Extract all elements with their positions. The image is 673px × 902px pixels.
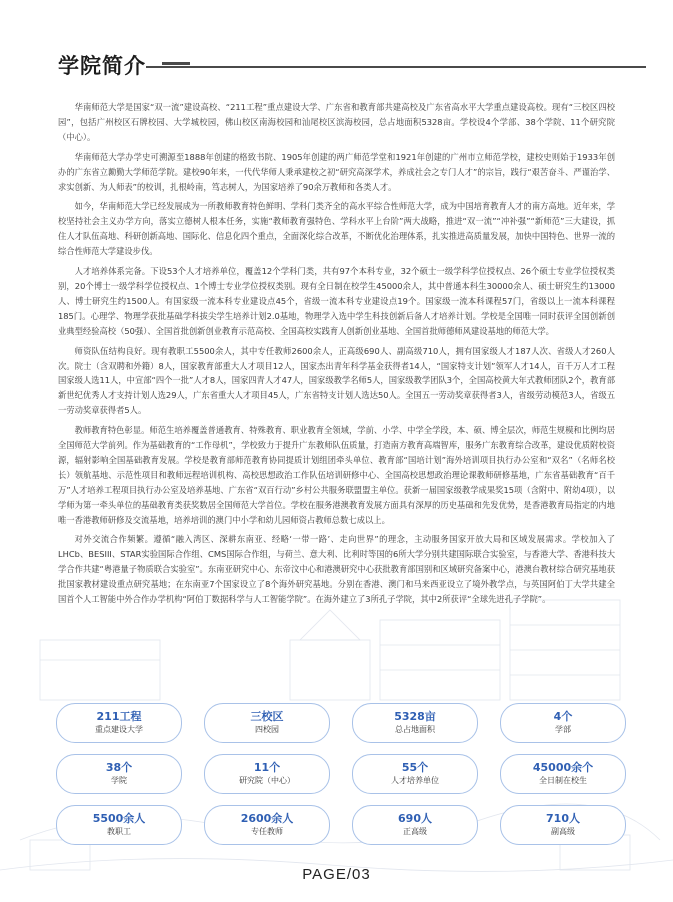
stat-value: 710人: [546, 812, 580, 825]
stat-label: 研究院（中心）: [239, 776, 295, 785]
stat-value: 690人: [398, 812, 432, 825]
paragraph-talent-training: 人才培养体系完备。下设53个人才培养单位，覆盖12个学科门类，共有97个本科专业，32个硕士一级学科学位授权点、26个硕士专业学位授权类别，20个博士一级学科学位授权点、1个博士专业学位授权类别。现有全日制在校学生45000余人，其中普通本科生30000余人、硕士研究生约13000人、博士研究生约1500人。有国家级一流本科专业建设点45个，省级一流本科专业建设点19个。国家级一流本科课程57门，省级以上一流本科课程185门。心理学、物理学获批基础学科拔尖学生培养计划2.0基地，物理学入选中学生科技创新后备人才培养计划。学校是全国唯一同时获评全国创新创业典型经验高校（50强）、全国首批创新创业教育示范高校、全国高校实践育人创新创业基地、全国首批师德师风建设基地的师范大学。: [58, 266, 615, 336]
stat-label: 重点建设大学: [95, 725, 143, 734]
stat-value: 三校区: [250, 710, 284, 723]
stat-label: 学院: [111, 776, 127, 785]
stat-value: 38个: [105, 761, 133, 774]
paragraph-teacher-education: 教师教育特色彰显。师范生培养覆盖普通教育、特殊教育、职业教育全领域，学前、小学、中学全学段，本、硕、博全层次，师范生规模和比例均居全国师范大学前列。作为基础教育的“工作母机”，学校致力于提升广东教师队伍质量，打造南方教育高端智库，服务广东教育综合改革，建设优质附校资源，辐射影响全国基础教育发展。学校是教育部师范教育协同提质计划组团牵头单位、教育部“国培计划”海外培训项目执行办公室和“双名”（名师名校长）领航基地、示范性项目和教师远程培训机构、高校思想政治工作队伍培训研修中心、全国高校思想政治理论课教师研修基地，广东省基础教育“百千万”人才培养工程项目执行办公室及培养基地、广东省“双百行动”乡村公共服务联盟盟主单位。获新一届国家级教学成果奖15项（含附中、附幼4项），以学师为第一牵头单位的基础教育类获奖数居全国师范大学首位。学校在服务港澳教育发展方面具有深厚的历史基础和先发优势，是香港教育局指定的内地唯一香港教师研修及交流基地，培养培训的澳门中小学和幼儿园师资占教师总数七成以上。: [58, 425, 615, 525]
stat-label: 四校园: [255, 725, 279, 734]
stat-label: 副高级: [551, 827, 575, 836]
stat-card: [352, 703, 478, 743]
stat-label: 人才培养单位: [391, 776, 439, 785]
paragraph-history: 华南师范大学办学史可溯源至1888年创建的格致书院、1905年创建的两广师范学堂和1921年创建的广州市立师范学校，建校史则始于1933年创办的广东省立勷勤大学师范学院。建校90年来，一代代华师人秉承建校之初“研究高深学术，养成社会之专门人才”的宗旨，践行“艰苦奋斗、严谨治学、求实创新、为人师表”的校训，扎根岭南，笃志树人，为国家培养了90余万教师和各类人才。: [58, 151, 615, 192]
stat-card: [204, 805, 330, 845]
page-header: [58, 50, 618, 84]
stats-row: [56, 754, 626, 794]
title-divider: [146, 66, 646, 68]
title-divider-accent: [162, 62, 190, 65]
stat-card: [204, 703, 330, 743]
stat-label: 专任教师: [251, 827, 283, 836]
stat-label: 正高级: [403, 827, 427, 836]
stat-value: 5328亩: [394, 710, 436, 723]
stat-label: 全日制在校生: [539, 776, 587, 785]
intro-body: [58, 100, 615, 612]
paragraph-faculty: 师资队伍结构良好。现有教职工5500余人，其中专任教师2600余人，正高级690人、副高级710人，拥有国家级人才187人次、省级人才260人次。院士（含双聘和外籍）8人，国家教育部重大人才项目12人，国家杰出青年科学基金获得者14人，“国家特支计划”领军人才14人，百千万人才工程国家级人选11人，中宣部“四个一批”人才8人，国家四青人才47人，国家级教学名师5人，国家级教学团队3个，全国高校黄大年式教师团队2个，教育部新世纪优秀人才支持计划人选29人，广东省重大人才项目45人，广东省特支计划人选达50人。全国五一劳动奖章获得者3人，省级劳动模范3人，省级五一劳动奖章获得者5人。: [58, 345, 615, 416]
stat-value: 4个: [553, 710, 573, 723]
stats-row: [56, 805, 626, 845]
stat-card: [352, 754, 478, 794]
stat-card: [56, 703, 182, 743]
stat-value: 45000余个: [532, 761, 594, 774]
stat-label: 总占地面积: [395, 725, 435, 734]
paragraph-development: 如今，华南师范大学已经发展成为一所教师教育特色鲜明、学科门类齐全的高水平综合性师范大学，成为中国培育教育人才的南方高地。近年来，学校坚持社会主义办学方向，落实立德树人根本任务，实施“教师教育强特色、学科水平上台阶”两大战略，推进“双一流”“冲补强”“新师范”三大建设，抓住人才队伍高地、科研创新高地、国际化、信息化四个重点，全面深化综合改革，不断优化治理体系，扎实推进高质量发展，加快中国特色、世界一流的综合性师范大学建设步伐。: [58, 201, 615, 257]
stats-grid: [56, 703, 626, 856]
page-number: PAGE/03: [302, 866, 371, 883]
stat-card: [500, 703, 626, 743]
stat-value: 211工程: [96, 710, 142, 723]
stat-value: 11个: [253, 761, 281, 774]
stat-card: [204, 754, 330, 794]
stat-card: [56, 754, 182, 794]
stat-card: [500, 754, 626, 794]
paragraph-overview: 华南师范大学是国家“双一流”建设高校、“211工程”重点建设大学、广东省和教育部共建高校及广东省高水平大学重点建设高校。现有“三校区四校园”，包括广州校区石牌校园、大学城校园，佛山校区南海校园和汕尾校区滨海校园，总占地面积5328亩。学校设4个学部、38个学院、11个研究院（中心）。: [58, 102, 615, 142]
stat-value: 55个: [401, 761, 429, 774]
stat-value: 2600余人: [240, 812, 294, 825]
stat-value: 5500余人: [92, 812, 146, 825]
stat-label: 教职工: [107, 827, 131, 836]
page-title: 学院简介: [58, 54, 146, 78]
stat-card: [56, 805, 182, 845]
paragraph-international: 对外交流合作频繁。遵循“融入湾区、深耕东南亚、经略‘一带一路’、走向世界”的理念，主动服务国家开放大局和区域发展需求。学校加入了LHCb、BESIII、STAR实验国际合作组、CMS国际合作组，与荷兰、意大利、比利时等国的6所大学分别共建国际联合实验室，与香港大学、香港科技大学合作共建“粤港量子物质联合实验室”。东南亚研究中心、东帝汶中心和港澳研究中心获批教育部国别和区域研究备案中心，港澳台教材综合研究基地获批国家教材建设重点研究基地；在东南亚7个国家设立了8个海外研究基地。分别在香港、澳门和马来西亚设立了境外教学点，与英国阿伯丁大学共建全国首个人工智能中外合作办学机构“阿伯丁数据科学与人工智能学院”。在海外建立了3所孔子学院，其中2所获评“全球先进孔子学院”。: [58, 534, 615, 605]
stat-card: [352, 805, 478, 845]
stat-label: 学部: [555, 725, 571, 734]
stats-row: [56, 703, 626, 743]
stat-card: [500, 805, 626, 845]
